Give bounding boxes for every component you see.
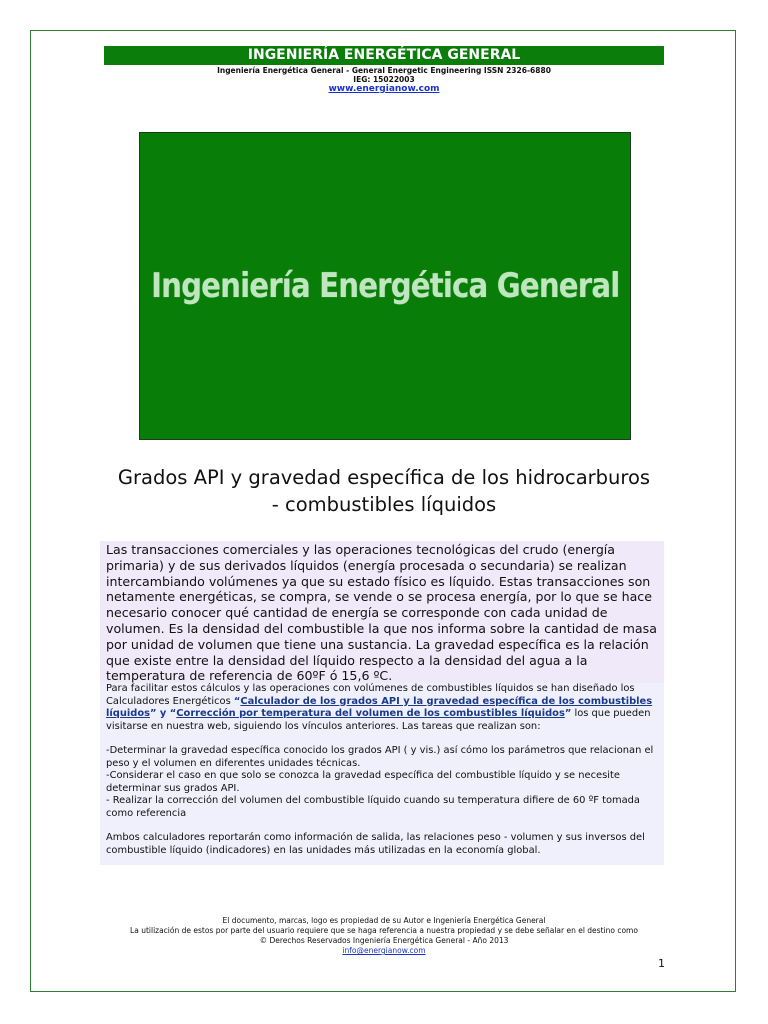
footer-line-3: © Derechos Reservados Ingeniería Energética General - Año 2013 <box>259 936 509 945</box>
document-title-line-1: Grados API y gravedad específica de los hidrocarburos <box>117 466 651 489</box>
page-number: 1 <box>658 957 665 970</box>
intro-paragraph: Las transacciones comerciales y las operaciones tecnológicas del crudo (energía primaria) y de sus derivados líquidos (energía procesada o secundaria) se realizan intercambiando volúmenes ya que su estado físico es líquido. Estas transacciones son netamente energéticas, se compra, se vende o se procesa energía, por lo que se hace necesario conocer qué cantidad de energía se corresponde con cada unidad de volumen. Es la densidad del combustible la que nos informa sobre la cantidad de masa por unidad de volumen que tiene una sustancia. La gravedad específica es la relación que existe entre la densidad del líquido respecto a la densidad del agua a la temperatura de referencia de 60ºF ó 15,6 ºC. <box>106 542 657 684</box>
task-item-3: - Realizar la corrección del volumen del combustible líquido cuando su temperatura difiere de 60 ºF tomada como referencia <box>106 795 640 819</box>
api-calculator-link[interactable]: Calculador de los grados API y la gravedad específica de los combustibles líquidos <box>106 695 653 719</box>
spacer <box>106 820 658 832</box>
footer-line-2: La utilización de estos por parte del usuario requiere que se haga referencia a nuestra propiedad y se debe señalar en el destino como <box>130 926 638 935</box>
spacer <box>106 733 658 745</box>
calculators-paragraph <box>106 683 658 733</box>
footer <box>60 916 708 956</box>
footer-email-link[interactable]: info@energianow.com <box>342 946 426 955</box>
footer-line-1: El documento, marcas, logo es propiedad de su Autor e Ingeniería Energética General <box>222 916 546 925</box>
temperature-correction-link[interactable]: Corrección por temperatura del volumen de los combustibles líquidos <box>176 708 565 719</box>
task-item-2: -Considerar el caso en que solo se conozca la gravedad específica del combustible líquido y se necesite determinar sus grados API. <box>106 770 620 794</box>
calculators-after-links: los que pueden visitarse en nuestra web, siguiendo los vínculos anteriores. Las tareas que realizan son: <box>106 708 651 732</box>
journal-title-banner: INGENIERÍA ENERGÉTICA GENERAL <box>104 46 664 65</box>
calculators-lead-text: Para facilitar estos cálculos y las operaciones con volúmenes de combustibles líquidos se han diseñado los Calculadores Energéticos <box>106 683 635 707</box>
issn-line: Ingeniería Energética General - General Energetic Engineering ISSN 2326-6880 <box>217 66 551 75</box>
cover-title: Ingeniería Energética General <box>150 266 620 306</box>
closing-paragraph: Ambos calculadores reportarán como información de salida, las relaciones peso - volumen y sus inversos del combustible líquido (indicadores) en las unidades más utilizadas en la economía global. <box>106 832 645 856</box>
quote-close: ” <box>564 708 572 719</box>
task-item-1: -Determinar la gravedad específica conocido los grados API ( y vis.) así cómo los parámetros que relacionan el peso y el volumen en diferentes unidades técnicas. <box>106 745 654 769</box>
intro-paragraph-box <box>100 541 664 683</box>
website-link[interactable]: www.energianow.com <box>328 84 440 94</box>
calculators-section <box>100 683 664 865</box>
quote-open: “ <box>233 695 241 707</box>
document-title-line-2: - combustibles líquidos <box>271 493 497 516</box>
cover-image <box>139 132 631 440</box>
ieg-line: IEG: 15022003 <box>353 75 415 84</box>
link-separator: ” y “ <box>149 708 177 719</box>
document-title <box>90 464 678 518</box>
